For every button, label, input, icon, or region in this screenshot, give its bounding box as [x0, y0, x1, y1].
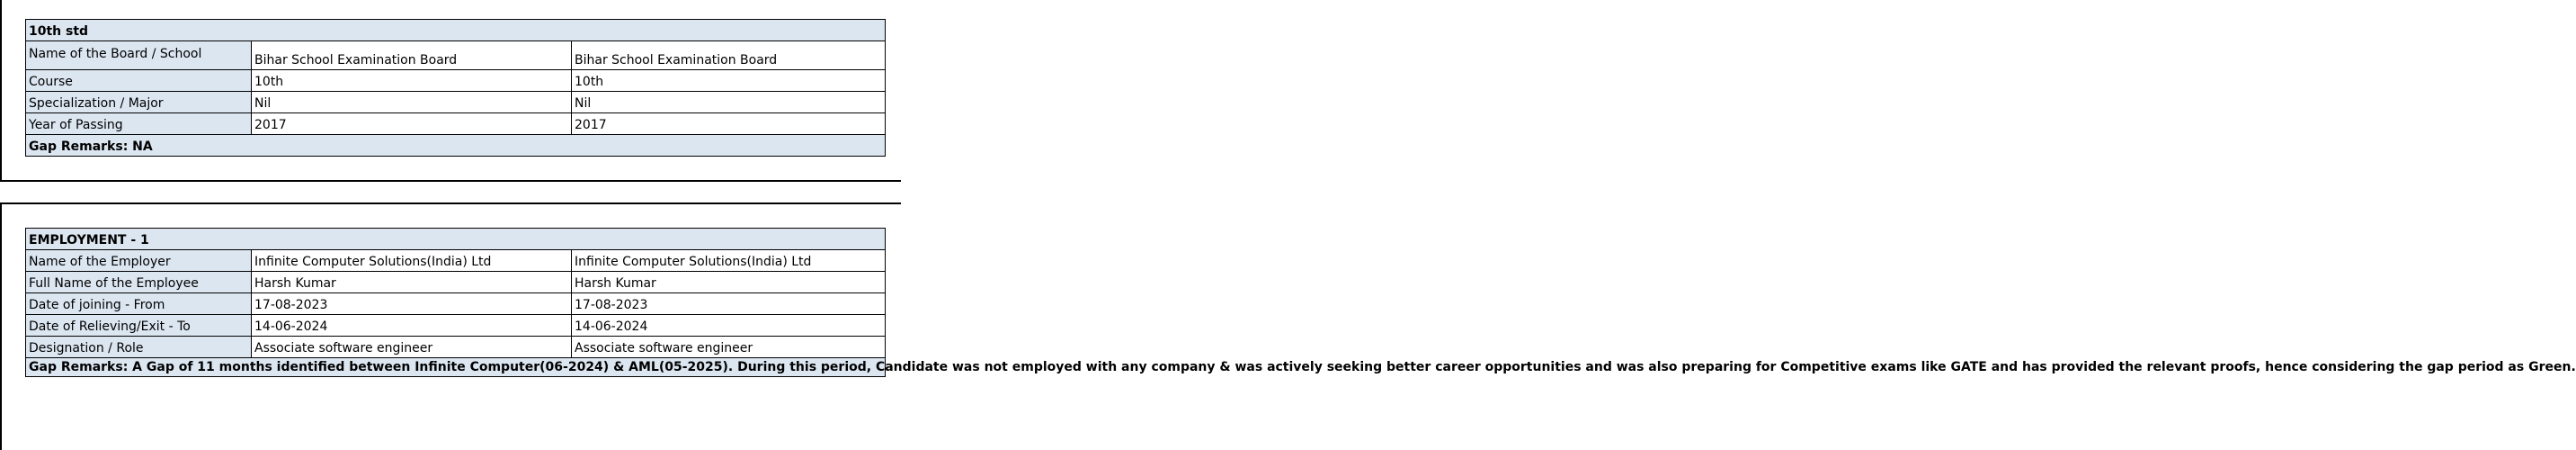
row-label: Date of Relieving/Exit - To	[26, 315, 252, 337]
row-label: Name of the Board / School	[26, 41, 252, 70]
row-label: Year of Passing	[26, 113, 252, 135]
table-row	[26, 41, 886, 70]
table-row	[26, 293, 886, 315]
row-value-2: Infinite Computer Solutions(India) Ltd	[572, 250, 886, 272]
row-label: Designation / Role	[26, 337, 252, 358]
row-label: Full Name of the Employee	[26, 272, 252, 293]
row-value-1: Infinite Computer Solutions(India) Ltd	[252, 250, 572, 272]
row-value-1: 2017	[252, 113, 572, 135]
table-row	[26, 315, 886, 337]
row-value-2: Nil	[572, 92, 886, 113]
row-label: Specialization / Major	[26, 92, 252, 113]
row-value-2: Bihar School Examination Board	[572, 41, 886, 70]
employment-table	[25, 228, 2576, 377]
employment-title: EMPLOYMENT - 1	[26, 229, 886, 250]
row-value-1: 14-06-2024	[252, 315, 572, 337]
row-value-2: Harsh Kumar	[572, 272, 886, 293]
row-label: Name of the Employer	[26, 250, 252, 272]
education-gap-remarks: Gap Remarks: NA	[26, 135, 886, 157]
table-row	[26, 250, 886, 272]
row-value-2: Associate software engineer	[572, 337, 886, 358]
table-row	[26, 70, 886, 92]
employment-gap-remarks: Gap Remarks: A Gap of 11 months identified between Infinite Computer(06-2024) & AML(05-2025). During this period, Candidate was not employed with any company & was actively seeking better career opportunities and was also preparing for Competitive exams like GATE and has provided the relevant proofs, hence considering the gap period as Green.	[26, 358, 886, 377]
row-value-1: Nil	[252, 92, 572, 113]
education-table	[25, 19, 886, 157]
row-label: Course	[26, 70, 252, 92]
table-row	[26, 113, 886, 135]
table-row	[26, 272, 886, 293]
row-value-2: 2017	[572, 113, 886, 135]
employment-panel	[0, 202, 2576, 450]
education-panel	[0, 0, 901, 182]
row-value-1: Bihar School Examination Board	[252, 41, 572, 70]
row-value-2: 17-08-2023	[572, 293, 886, 315]
row-value-2: 14-06-2024	[572, 315, 886, 337]
row-value-1: Harsh Kumar	[252, 272, 572, 293]
row-label: Date of joining - From	[26, 293, 252, 315]
table-row	[26, 337, 886, 358]
table-row	[26, 92, 886, 113]
row-value-1: Associate software engineer	[252, 337, 572, 358]
row-value-1: 17-08-2023	[252, 293, 572, 315]
row-value-1: 10th	[252, 70, 572, 92]
education-title: 10th std	[26, 20, 886, 41]
row-value-2: 10th	[572, 70, 886, 92]
